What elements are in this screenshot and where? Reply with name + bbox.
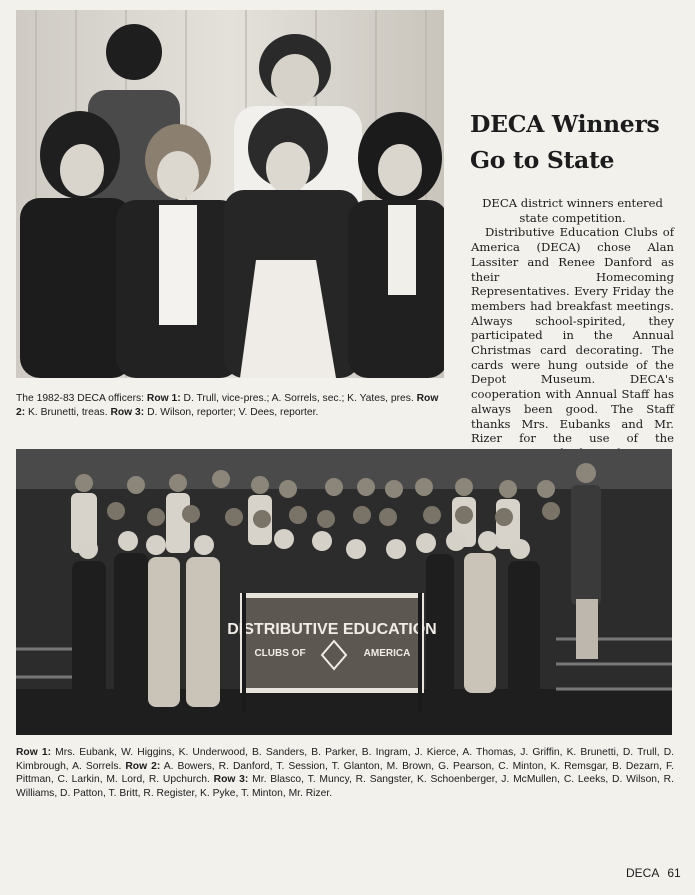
club-caption-row1-label: Row 1: (16, 747, 52, 758)
article-lead: DECA district winners entered state competition. (482, 196, 663, 225)
caption-row1-text: D. Trull, vice-pres.; A. Sorrels, sec.; K. Yates, pres. (180, 393, 414, 404)
club-caption-row3-label: Row 3: (213, 774, 249, 785)
folio-section: DECA (626, 866, 660, 880)
caption-row2-text: K. Brunetti, treas. (25, 406, 111, 418)
article-paragraph: Distributive Education Clubs of America (DECA) chose Alan Lassiter and Renee Danford as their Homecoming Representatives. Every Friday the members had breakfast meetings. Always school-spirited, they participated in the Annual Christmas card decorating. The cards were hung outside of the Depot Museum. DECA's cooperation with Annual Staff has always been good. The Staff thanks Mrs. Eubanks and Mr. Rizer for the use of the (471, 225, 674, 446)
club-caption-row1-text: Mrs. Eubank, W. Higgins, K. Underwood, B. Sanders, B. Parker, B. Ingram, J. Kierce, A. Thomas, J. Griffin, K. Brunetti, D. Trull, D. Kimbrough, A. Sorrels. (16, 747, 674, 772)
officers-caption (16, 392, 448, 419)
banner-right: AMERICA (363, 648, 411, 659)
club-caption-row2-label: Row 2: (125, 760, 161, 772)
caption-row3-text: D. Wilson, reporter; V. Dees, reporter. (144, 406, 319, 418)
article-headline: DECA Winners Go to State (470, 110, 660, 174)
caption-row2-label: Row 2: (16, 393, 439, 418)
banner-line1: DISTRIBUTIVE EDUCATION (227, 621, 437, 638)
club-group-photo-image (16, 449, 672, 735)
page-folio (626, 866, 681, 880)
caption-intro: The 1982-83 DECA officers: (16, 393, 147, 404)
page-number: 61 (667, 866, 681, 880)
banner-left: CLUBS OF (254, 648, 306, 659)
officers-photo (16, 10, 444, 378)
club-caption (16, 746, 674, 800)
officers-photo-image (16, 10, 444, 378)
club-caption-row3-text: Mr. Blasco, T. Muncy, R. Sangster, K. Schoenberger, J. McMullen, C. Leeks, D. Wilson, R. Williams, D. Patton, T. Britt, R. Register, K. Pyke, T. Minton, Mr. Rizer. (16, 774, 674, 799)
caption-row3-label: Row 3: (110, 406, 145, 418)
club-group-photo (16, 449, 672, 735)
club-caption-row2-text: A. Bowers, R. Danford, T. Session, T. Glanton, M. Brown, G. Pearson, C. Minton, K. Remsgar, B. Dezarn, F. Pittman, C. Larkin, M. Lord, R. Upchurch. (16, 760, 675, 785)
caption-row1-label: Row 1: (146, 393, 181, 404)
article-body (471, 196, 674, 461)
